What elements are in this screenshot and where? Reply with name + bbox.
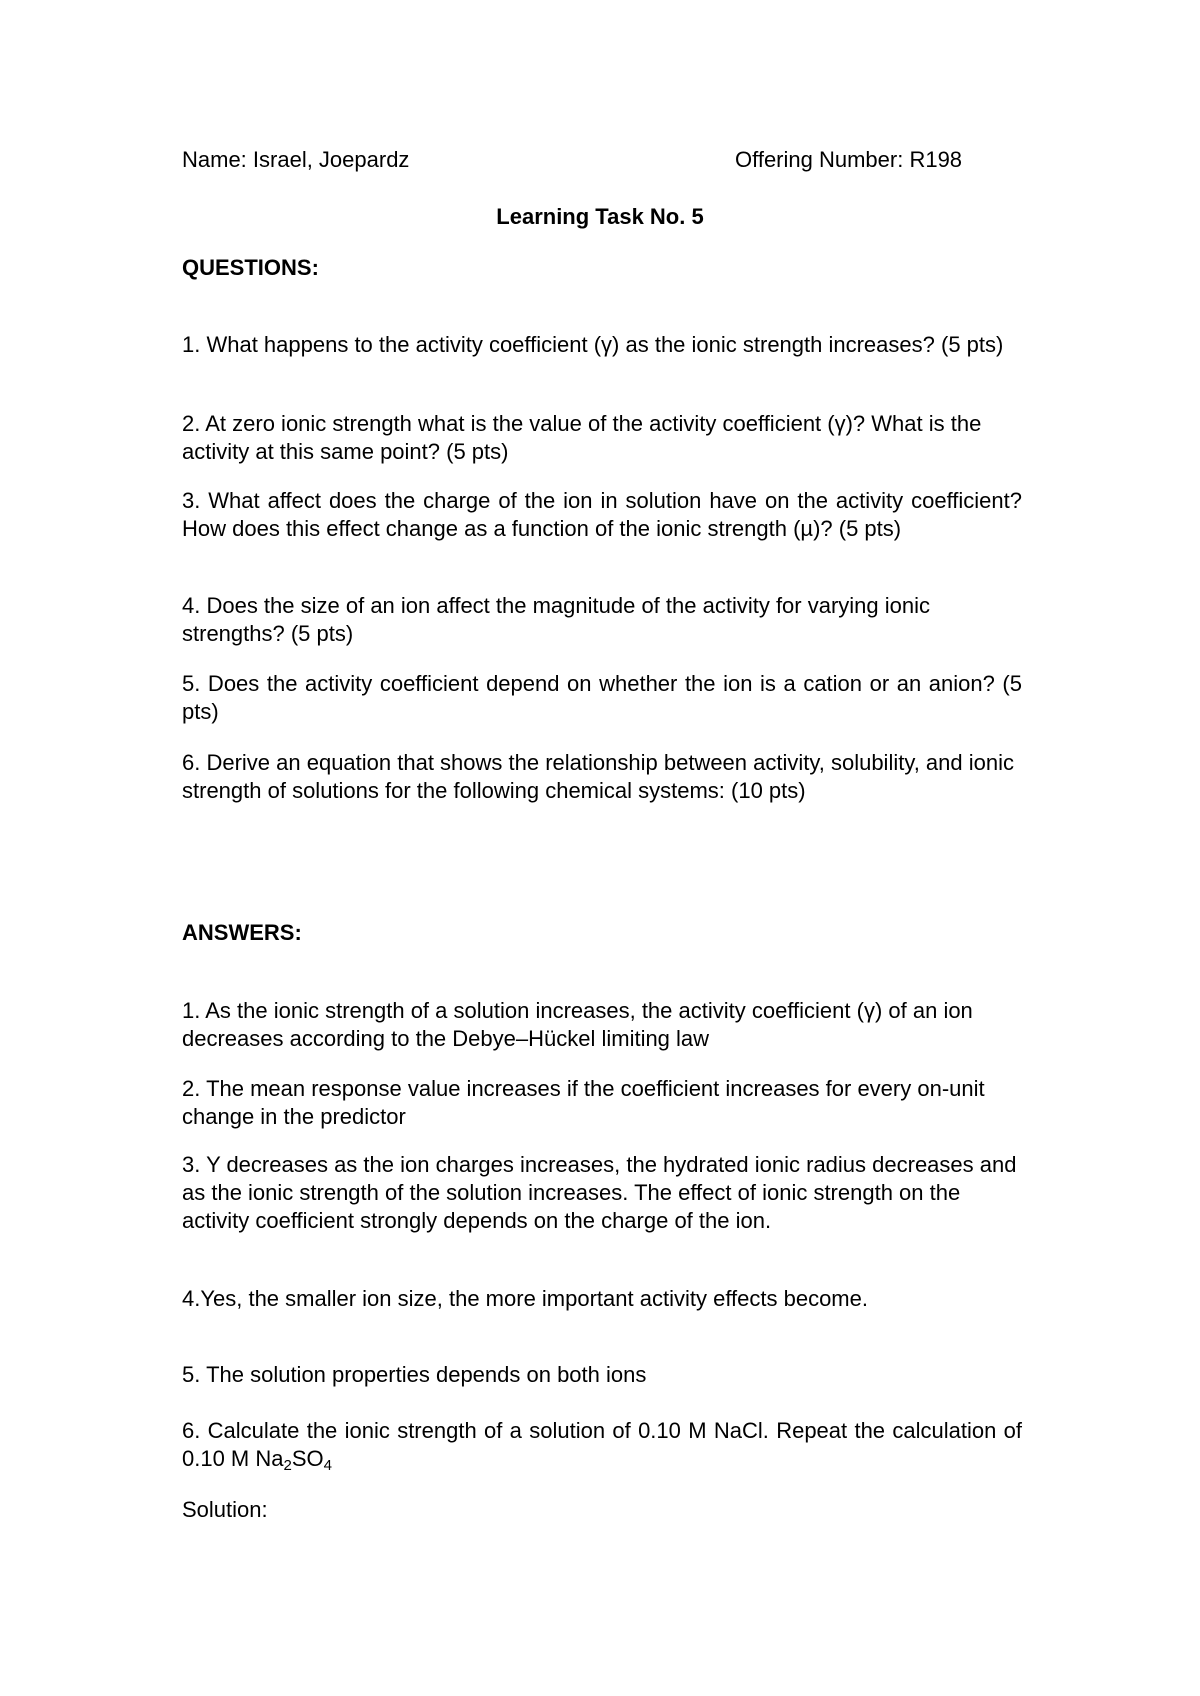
answer-1: 1. As the ionic strength of a solution increases, the activity coefficient (γ) of an ion decreases according to the Debye–Hückel limiting law — [182, 998, 973, 1051]
offering-number: Offering Number: R198 — [735, 147, 963, 172]
answer-6-text: 6. Calculate the ionic strength of a solution of 0.10 M NaCl. Repeat the calculation of 0.10 M Na — [182, 1418, 1022, 1471]
question-3: 3. What affect does the charge of the ion in solution have on the activity coefficient? How does this effect change as a function of the ionic strength (µ)? (5 pts) — [182, 488, 1022, 541]
question-1: 1. What happens to the activity coefficient (γ) as the ionic strength increases? (5 pts) — [182, 332, 1004, 357]
answer-6 — [182, 1417, 1022, 1473]
question-2: 2. At zero ionic strength what is the value of the activity coefficient (γ)? What is the activity at this same point? (5 pts) — [182, 411, 982, 464]
question-5: 5. Does the activity coefficient depend on whether the ion is a cation or an anion? (5 pts) — [182, 671, 1022, 724]
answer-6-subscript-4: 4 — [323, 1457, 332, 1474]
answer-6-subscript-2: 2 — [283, 1457, 292, 1474]
header-row — [182, 146, 1022, 176]
page-title: Learning Task No. 5 — [496, 204, 704, 229]
answers-heading: ANSWERS: — [182, 920, 302, 945]
answer-6-so: SO — [291, 1446, 324, 1471]
answer-5: 5. The solution properties depends on both ions — [182, 1362, 647, 1387]
question-6: 6. Derive an equation that shows the relationship between activity, solubility, and ionic strength of solutions for the following chemical systems: (10 pts) — [182, 750, 1014, 803]
answer-4: 4.Yes, the smaller ion size, the more important activity effects become. — [182, 1286, 868, 1311]
student-name: Name: Israel, Joepardz — [182, 147, 410, 172]
questions-heading: QUESTIONS: — [182, 255, 319, 280]
solution-label: Solution: — [182, 1497, 268, 1522]
question-4: 4. Does the size of an ion affect the magnitude of the activity for varying ionic strengths? (5 pts) — [182, 593, 931, 646]
answer-2: 2. The mean response value increases if the coefficient increases for every on-unit change in the predictor — [182, 1076, 985, 1129]
answer-3: 3. Y decreases as the ion charges increases, the hydrated ionic radius decreases and as the ionic strength of the solution increases. The effect of ionic strength on the activity coefficient strongly depends on the charge of the ion. — [182, 1152, 1017, 1233]
